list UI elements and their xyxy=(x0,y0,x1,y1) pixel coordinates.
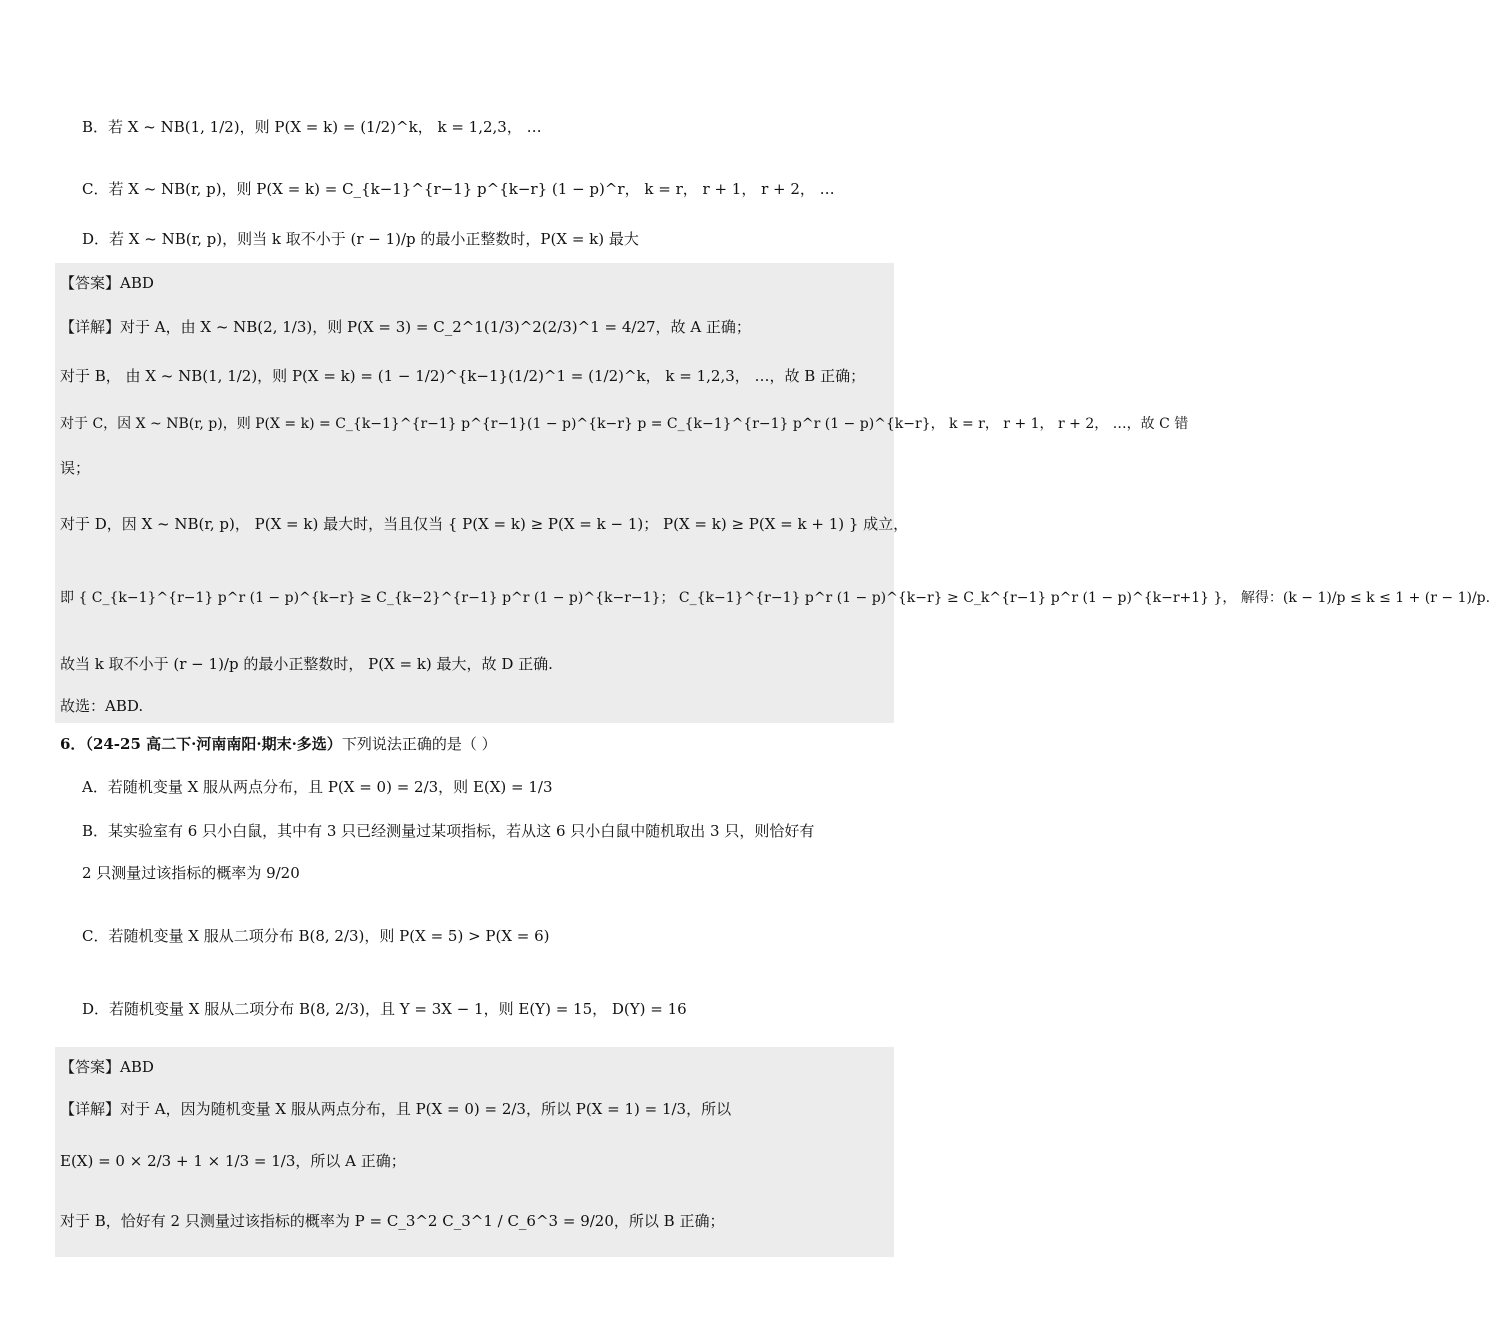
solution-line: 对于 D，因 X ~ NB(r, p)， P(X = k) 最大时，当且仅当 { P(X = k) ≥ P(X = k − 1)； P(X = k) ≥ P(X = k + 1) } 成立， xyxy=(60,515,909,533)
option-d: D．若随机变量 X 服从二项分布 B(8, 2/3)，且 Y = 3X − 1，则 E(Y) = 15， D(Y) = 16 xyxy=(82,1000,687,1018)
question-source: （24-25 高二下·河南南阳·期末·多选） xyxy=(85,735,342,753)
answer-label: 【答案】ABD xyxy=(60,274,154,292)
question-stem: 下列说法正确的是（ ） xyxy=(341,735,497,753)
answer-label: 【答案】ABD xyxy=(60,1058,154,1076)
question-header xyxy=(60,735,497,753)
option-c: C．若 X ~ NB(r, p)，则 P(X = k) = C_{k−1}^{r−1} p^{k−r} (1 − p)^r， k = r， r + 1， r + 2， … xyxy=(82,180,835,198)
option-a: A．若随机变量 X 服从两点分布，且 P(X = 0) = 2/3，则 E(X) = 1/3 xyxy=(82,778,553,796)
solution-line: 故当 k 取不小于 (r − 1)/p 的最小正整数时， P(X = k) 最大，故 D 正确. xyxy=(60,655,553,673)
solution-line: 故选：ABD. xyxy=(60,697,144,715)
solution-line: 【详解】对于 A，由 X ~ NB(2, 1/3)，则 P(X = 3) = C_2^1(1/3)^2(2/3)^1 = 4/27，故 A 正确； xyxy=(60,318,751,336)
solution-line: 即 { C_{k−1}^{r−1} p^r (1 − p)^{k−r} ≥ C_{k−2}^{r−1} p^r (1 − p)^{k−r−1}； C_{k−1}^{r−1} p^r (1 − p)^{k−r} ≥ C_k^{r−1} p^r (1 − p)^{k−r+1} }， 解得：(k − 1)/p ≤ k ≤ 1 + (r − 1)/p. xyxy=(60,590,1490,606)
solution-line: 对于 B，恰好有 2 只测量过该指标的概率为 P = C_3^2 C_3^1 / C_6^3 = 9/20，所以 B 正确； xyxy=(60,1212,725,1230)
option-b: B．某实验室有 6 只小白鼠，其中有 3 只已经测量过某项指标，若从这 6 只小白鼠中随机取出 3 只，则恰好有 xyxy=(82,822,815,840)
option-b-continued: 2 只测量过该指标的概率为 9/20 xyxy=(82,864,300,882)
solution-line: 【详解】对于 A，因为随机变量 X 服从两点分布，且 P(X = 0) = 2/3，所以 P(X = 1) = 1/3，所以 xyxy=(60,1100,732,1118)
option-b: B．若 X ~ NB(1, 1/2)，则 P(X = k) = (1/2)^k， k = 1,2,3， … xyxy=(82,118,542,136)
solution-line: 对于 C，因 X ~ NB(r, p)，则 P(X = k) = C_{k−1}^{r−1} p^{r−1}(1 − p)^{k−r} p = C_{k−1}^{r−1} p^r (1 − p)^{k−r}， k = r， r + 1， r + 2， …，故 C 错 xyxy=(60,416,1189,432)
solution-line: 对于 B， 由 X ~ NB(1, 1/2)，则 P(X = k) = (1 − 1/2)^{k−1}(1/2)^1 = (1/2)^k， k = 1,2,3， …，故 B 正确； xyxy=(60,367,866,385)
option-d: D．若 X ~ NB(r, p)，则当 k 取不小于 (r − 1)/p 的最小正整数时，P(X = k) 最大 xyxy=(82,230,639,248)
solution-line: 误； xyxy=(60,459,91,477)
option-c: C．若随机变量 X 服从二项分布 B(8, 2/3)，则 P(X = 5) > P(X = 6) xyxy=(82,927,550,945)
question-number: 6． xyxy=(60,735,86,753)
solution-line: E(X) = 0 × 2/3 + 1 × 1/3 = 1/3，所以 A 正确； xyxy=(60,1152,406,1170)
